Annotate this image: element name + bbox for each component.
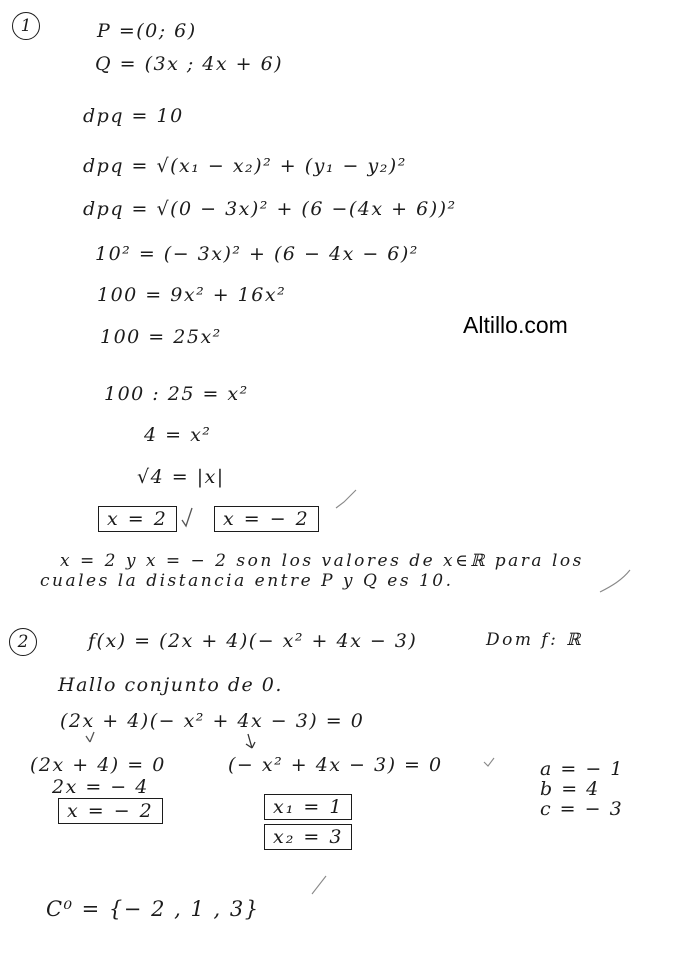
arrow-down-icon: [246, 734, 255, 748]
conclusion-line-2: cuales la distancia entre P y Q es 10.: [40, 571, 454, 591]
linear-factor-step: 2x = − 4: [52, 776, 149, 798]
expanded-equation: 100 = 9x² + 16x²: [97, 284, 287, 306]
function-definition: f(x) = (2x + 4)(− x² + 4x − 3): [88, 630, 418, 652]
division-step: 100 : 25 = x²: [104, 383, 249, 405]
conclusion-line-1: x = 2 y x = − 2 son los valores de x∈ℝ para los: [60, 551, 584, 571]
quadratic-root-2: x₂ = 3: [264, 824, 352, 850]
zero-set-result: C⁰ = {− 2 , 1 , 3}: [46, 897, 260, 921]
check-mark-icon: [484, 758, 494, 766]
watermark: Altillo.com: [463, 312, 568, 338]
linear-factor-equation: (2x + 4) = 0: [30, 754, 166, 776]
square-root-step: √4 = |x|: [137, 466, 225, 488]
function-domain: Dom f: ℝ: [486, 630, 583, 650]
answer-x-positive: x = 2: [98, 506, 177, 532]
answer-x-negative: x = − 2: [214, 506, 319, 532]
quadratic-root-1: x₁ = 1: [264, 794, 352, 820]
distance-given: dpq = 10: [83, 105, 184, 127]
distance-formula: dpq = √(x₁ − x₂)² + (y₁ − y₂)²: [83, 155, 407, 177]
point-q: Q = (3x ; 4x + 6): [95, 53, 284, 75]
check-mark-icon: [312, 876, 326, 894]
check-mark-icon: [600, 570, 630, 592]
zero-set-heading: Hallo conjunto de 0.: [58, 674, 283, 696]
squared-equation: 10² = (− 3x)² + (6 − 4x − 6)²: [95, 243, 419, 265]
linear-root-answer: x = − 2: [58, 798, 163, 824]
simplified-equation: 100 = 25x²: [100, 326, 222, 348]
problem-2-number: 2: [9, 628, 37, 656]
coefficient-b: b = 4: [540, 778, 600, 800]
x-squared-result: 4 = x²: [144, 424, 212, 446]
coefficient-c: c = − 3: [540, 798, 624, 820]
quadratic-factor-equation: (− x² + 4x − 3) = 0: [228, 754, 443, 776]
point-p: P =(0; 6): [97, 20, 197, 42]
distance-substituted: dpq = √(0 − 3x)² + (6 −(4x + 6))²: [83, 198, 457, 220]
coefficient-a: a = − 1: [540, 758, 624, 780]
arrow-down-icon: [86, 732, 94, 742]
check-mark-icon: [182, 508, 192, 526]
check-mark-icon: [336, 490, 356, 508]
zero-equation: (2x + 4)(− x² + 4x − 3) = 0: [60, 710, 365, 732]
problem-1-number: 1: [12, 12, 40, 40]
